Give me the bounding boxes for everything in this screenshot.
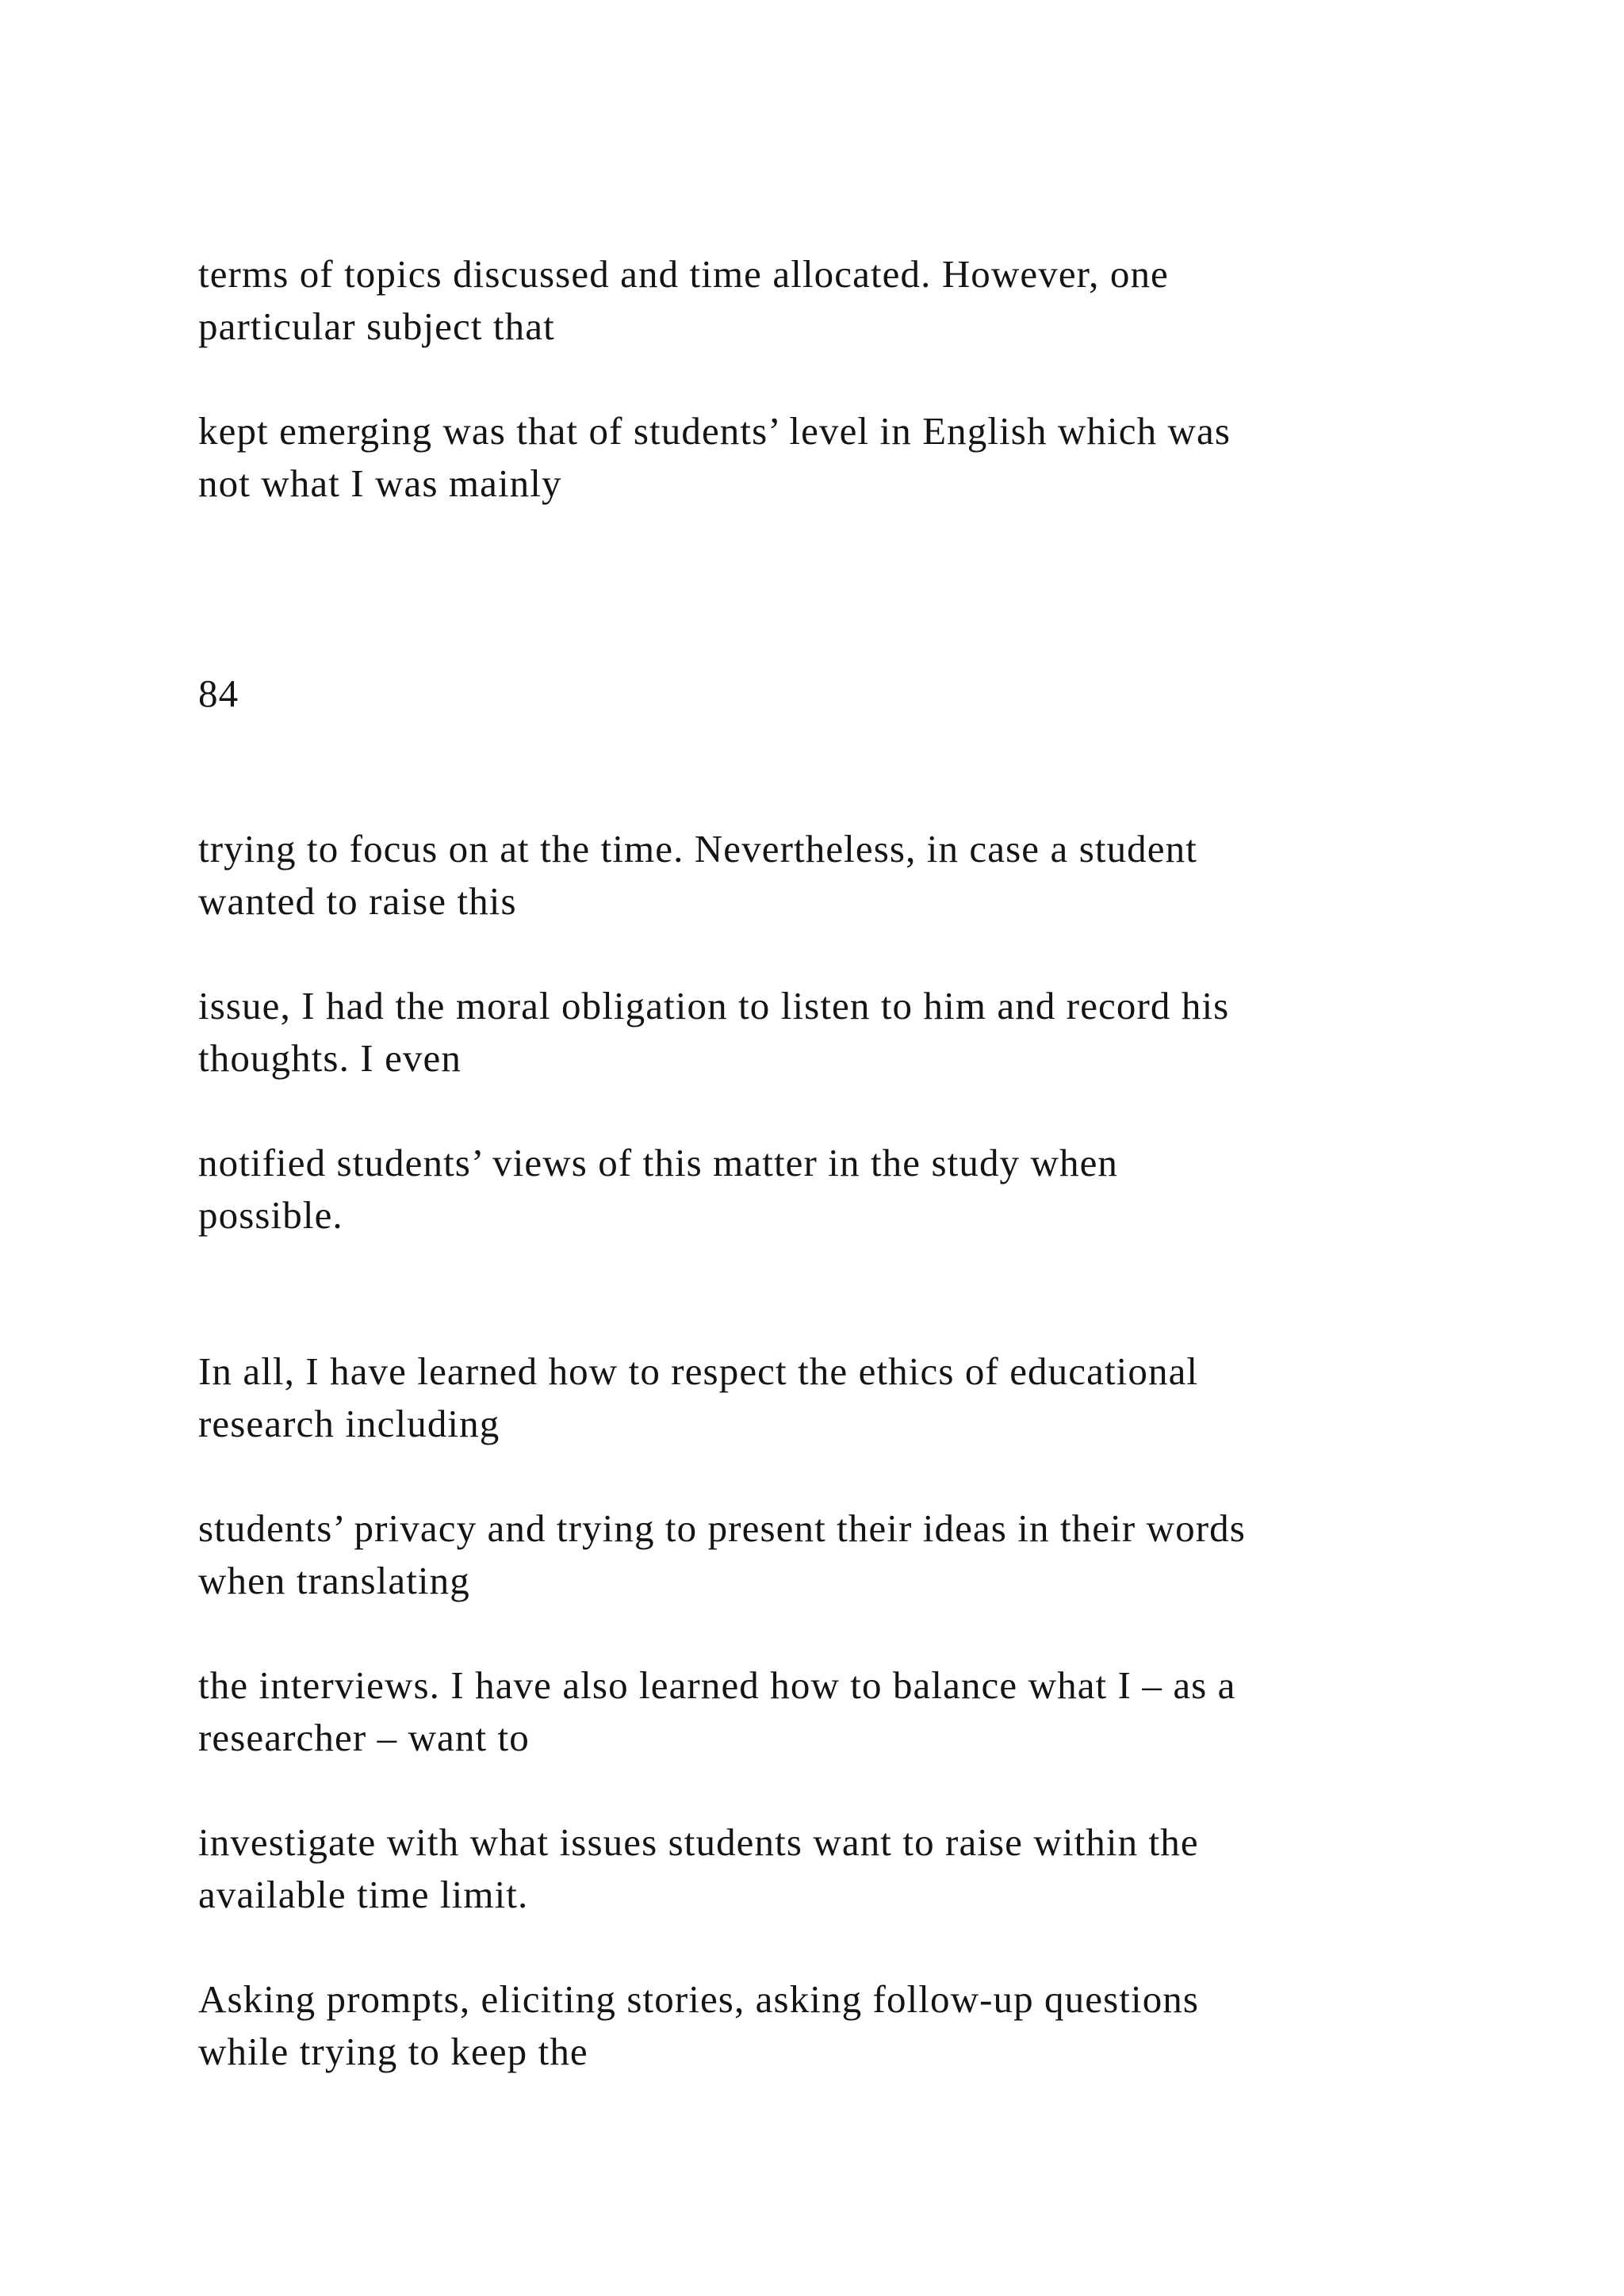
text-line: the interviews. I have also learned how to balance what I – as a bbox=[198, 1663, 1236, 1707]
text-line: students’ privacy and trying to present their ideas in their words bbox=[198, 1506, 1246, 1550]
text-line: particular subject that bbox=[198, 304, 555, 348]
page-number: 84 bbox=[198, 672, 239, 715]
text-line: when translating bbox=[198, 1559, 470, 1602]
text-line: thoughts. I even bbox=[198, 1036, 462, 1080]
text-line: issue, I had the moral obligation to listen to him and record his bbox=[198, 984, 1230, 1027]
text-line: not what I was mainly bbox=[198, 461, 562, 505]
text-line: researcher – want to bbox=[198, 1716, 530, 1759]
text-line: while trying to keep the bbox=[198, 2030, 588, 2073]
text-line: notified students’ views of this matter in the study when bbox=[198, 1141, 1119, 1184]
text-line: research including bbox=[198, 1402, 500, 1445]
text-line: trying to focus on at the time. Nevertheless, in case a student bbox=[198, 827, 1197, 871]
text-line: investigate with what issues students want to raise within the bbox=[198, 1820, 1199, 1864]
text-line: kept emerging was that of students’ level in English which was bbox=[198, 409, 1231, 453]
text-line: available time limit. bbox=[198, 1873, 529, 1916]
text-line: Asking prompts, eliciting stories, asking follow-up questions bbox=[198, 1977, 1200, 2021]
text-line: terms of topics discussed and time allocated. However, one bbox=[198, 252, 1169, 296]
text-line: wanted to raise this bbox=[198, 879, 517, 923]
text-line: possible. bbox=[198, 1193, 343, 1237]
text-line: In all, I have learned how to respect the ethics of educational bbox=[198, 1349, 1199, 1393]
